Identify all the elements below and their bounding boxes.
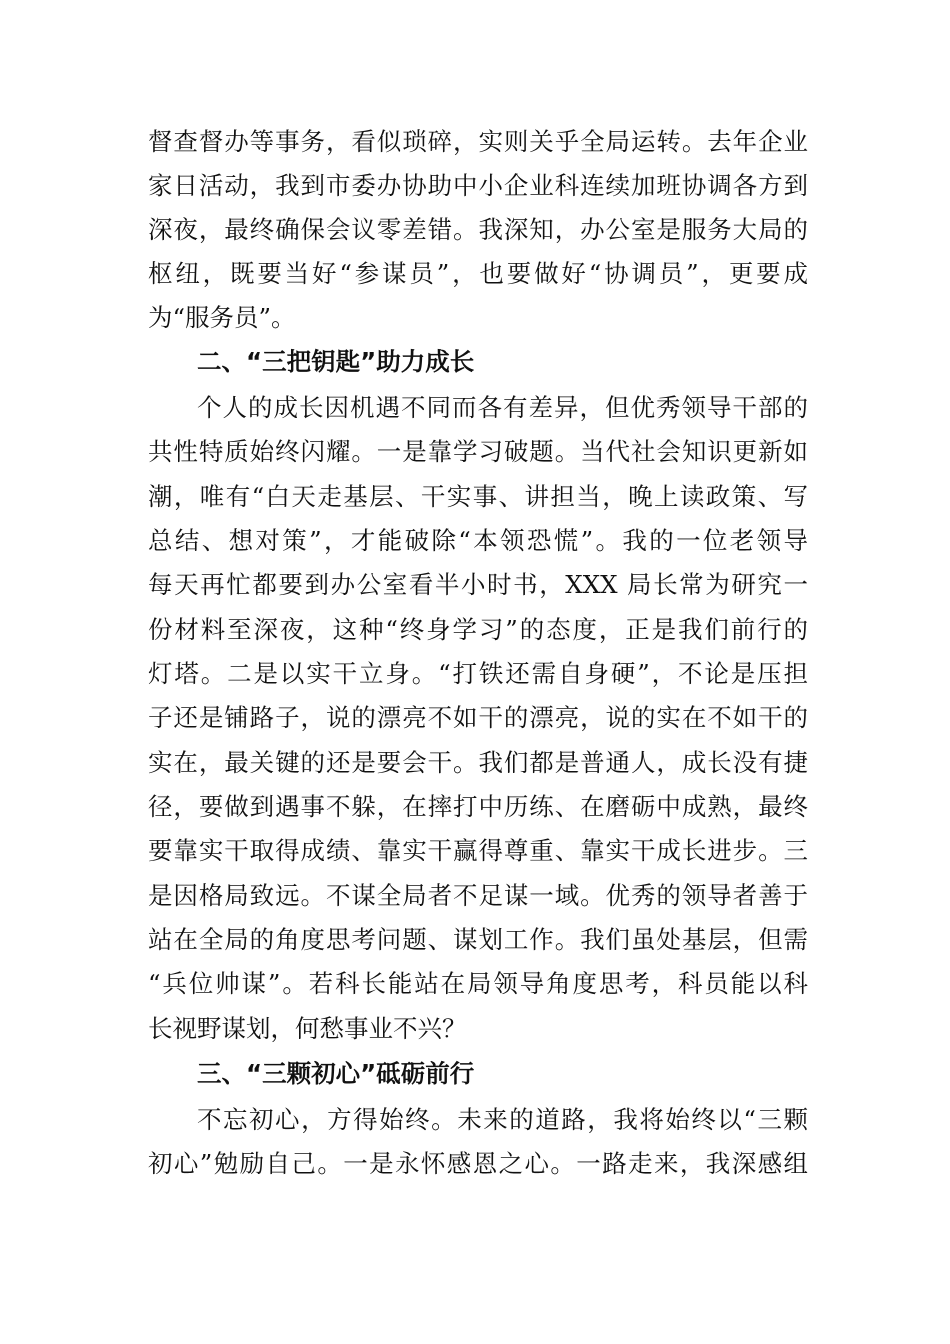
paragraph-line: 不忘初心，方得始终。未来的道路，我将始终以“三颗 [197,1105,808,1134]
paragraph-line: 深夜，最终确保会议零差错。我深知，办公室是服务大局的 [148,215,808,244]
paragraph-line: 总结、想对策”，才能破除“本领恐慌”。我的一位老领导 [148,526,808,555]
paragraph-line: 潮，唯有“白天走基层、干实事、讲担当，晚上读政策、写 [148,482,808,511]
paragraph-line: 份材料至深夜，这种“终身学习”的态度，正是我们前行的 [148,615,808,644]
paragraph-line: 站在全局的角度思考问题、谋划工作。我们虽处基层，但需 [148,925,808,954]
paragraph-line: 家日活动，我到市委办协助中小企业科连续加班协调各方到 [148,171,808,200]
paragraph-line: 枢纽，既要当好“参谋员”，也要做好“协调员”，更要成 [148,259,808,288]
paragraph-line: 是因格局致远。不谋全局者不足谋一域。优秀的领导者善于 [148,881,808,910]
paragraph-line: 共性特质始终闪耀。一是靠学习破题。当代社会知识更新如 [148,437,808,466]
section-heading: 二、“三把钥匙”助力成长 [197,347,475,376]
paragraph-line: 为“服务员”。 [148,303,296,332]
paragraph-line: 初心”勉励自己。一是永怀感恩之心。一路走来，我深感组 [148,1149,808,1178]
paragraph-line: 督查督办等事务，看似琐碎，实则关乎全局运转。去年企业 [148,127,808,156]
paragraph-line: 子还是铺路子，说的漂亮不如干的漂亮，说的实在不如干的 [148,703,808,732]
paragraph-line: 要靠实干取得成绩、靠实干赢得尊重、靠实干成长进步。三 [148,836,808,865]
paragraph-line: 每天再忙都要到办公室看半小时书，XXX 局长常为研究一 [148,570,808,599]
paragraph-line: “兵位帅谋”。若科长能站在局领导角度思考，科员能以科 [148,969,808,998]
section-heading: 三、“三颗初心”砥砺前行 [197,1059,475,1088]
paragraph-line: 个人的成长因机遇不同而各有差异，但优秀领导干部的 [197,393,808,422]
paragraph-line: 长视野谋划，何愁事业不兴？ [148,1014,467,1043]
paragraph-line: 实在，最关键的还是要会干。我们都是普通人，成长没有捷 [148,748,808,777]
paragraph-line: 灯塔。二是以实干立身。“打铁还需自身硬”，不论是压担 [148,659,808,688]
paragraph-line: 径，要做到遇事不躲，在摔打中历练、在磨砺中成熟，最终 [148,792,808,821]
